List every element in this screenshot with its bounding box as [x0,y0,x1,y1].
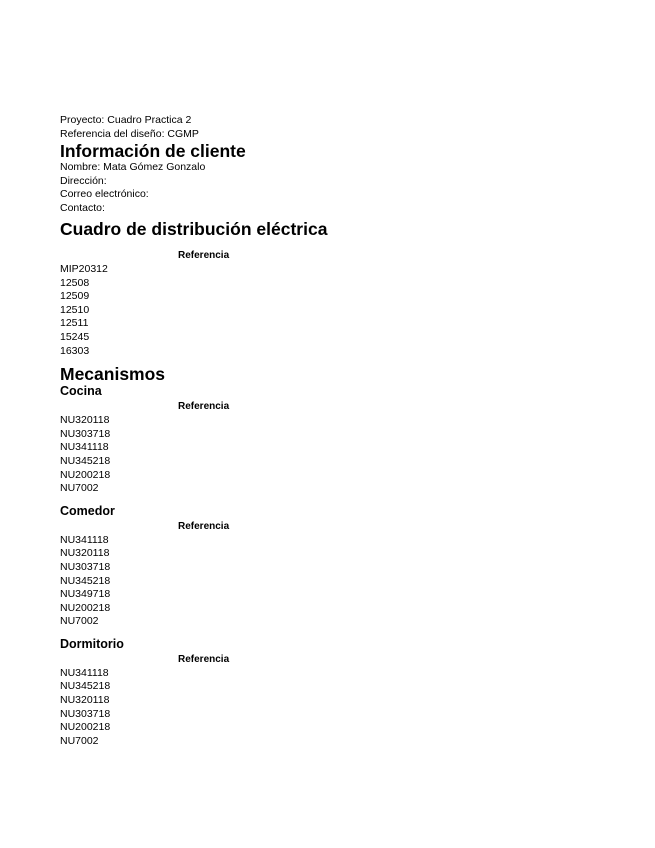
reference-cell: NU303718 [60,427,111,440]
distribution-reference-header: Referencia [178,250,230,261]
reference-cell: 12510 [60,303,90,316]
distribution-section-title: Cuadro de distribución eléctrica [60,219,328,239]
room-row [60,694,229,708]
room-table-header-row [60,519,229,534]
client-section-title: Información de cliente [60,141,246,161]
client-name-line: Nombre: Mata Gómez Gonzalo [60,161,206,173]
room-reference-header: Referencia [178,520,230,532]
room-reference-header: Referencia [178,653,230,665]
design-reference-line: Referencia del diseño: CGMP [60,127,199,140]
distribution-row [60,304,229,318]
room-table-header-row [60,652,229,667]
reference-cell: 12511 [60,317,89,330]
mechanisms-rooms [60,384,620,748]
room-table-body [60,414,229,496]
room-row [60,547,229,561]
reference-cell: NU7002 [60,615,99,628]
client-email-line: Correo electrónico: [60,188,149,200]
reference-cell: NU345218 [60,574,111,587]
room-table-body [60,667,229,749]
reference-cell: NU303718 [60,707,111,720]
reference-cell: 15245 [60,330,90,343]
room-section [60,496,620,629]
reference-cell: 12509 [60,290,90,303]
room-row [60,588,229,602]
reference-cell: MIP20312 [60,263,108,275]
room-row [60,602,229,616]
reference-cell: NU320118 [60,547,110,560]
reference-cell: NU320118 [60,694,110,707]
distribution-table [60,248,229,358]
distribution-row [60,263,229,277]
reference-cell: NU320118 [60,414,110,427]
room-row [60,414,229,428]
document-page [60,114,620,748]
client-contact-line: Contacto: [60,201,105,214]
distribution-row [60,331,229,345]
room-row [60,455,229,469]
room-table-header-row [60,399,229,414]
room-section [60,629,620,749]
room-row [60,561,229,575]
reference-cell: NU200218 [60,601,111,614]
reference-cell: NU349718 [60,588,111,601]
room-row [60,680,229,694]
room-title: Cocina [60,384,102,399]
project-line: Proyecto: Cuadro Practica 2 [60,114,192,126]
reference-cell: NU341118 [60,441,109,454]
reference-cell: NU200218 [60,468,111,481]
room-row [60,428,229,442]
distribution-table-header-row [60,248,229,263]
distribution-table-body [60,263,229,358]
room-row [60,482,229,496]
room-row [60,575,229,589]
room-row [60,615,229,629]
room-table-body [60,534,229,629]
reference-cell: NU341118 [60,533,109,546]
reference-cell: NU303718 [60,560,111,573]
room-reference-table [60,399,229,496]
room-reference-header: Referencia [178,401,230,413]
mechanisms-section-title: Mecanismos [60,364,166,385]
room-title: Comedor [60,503,115,518]
reference-cell: NU341118 [60,666,109,679]
client-address-line: Dirección: [60,174,107,187]
room-row [60,708,229,722]
reference-cell: NU7002 [60,482,99,495]
room-reference-table [60,519,229,629]
reference-cell: 16303 [60,344,90,357]
room-title: Dormitorio [60,636,124,651]
distribution-row [60,290,229,304]
room-reference-table [60,652,229,749]
reference-cell: NU345218 [60,454,111,467]
reference-cell: 12508 [60,276,90,289]
room-row [60,469,229,483]
room-row [60,721,229,735]
room-row [60,534,229,548]
reference-cell: NU345218 [60,680,111,693]
reference-cell: NU200218 [60,721,111,734]
room-row [60,441,229,455]
room-section [60,384,620,496]
room-row [60,667,229,681]
room-row [60,735,229,749]
distribution-row [60,277,229,291]
distribution-row [60,345,229,359]
reference-cell: NU7002 [60,734,99,747]
distribution-row [60,317,229,331]
